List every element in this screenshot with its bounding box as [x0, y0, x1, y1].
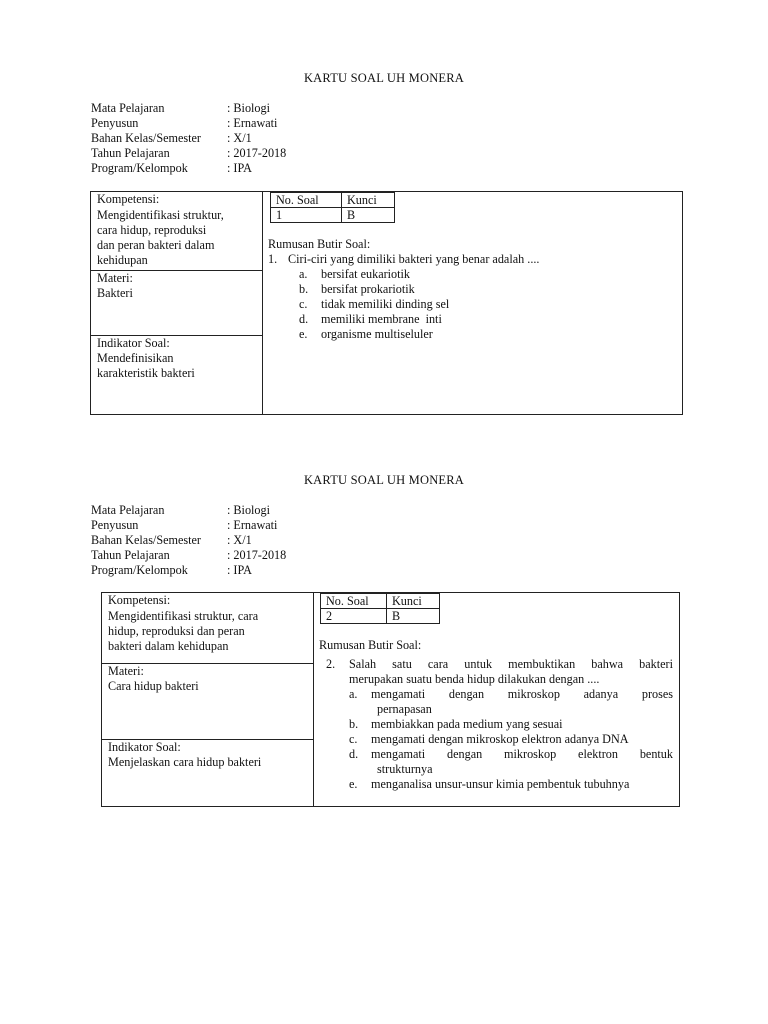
- kunci-value: B: [342, 208, 395, 223]
- no-soal-value: 2: [321, 609, 387, 624]
- option-letter: a.: [349, 687, 358, 701]
- meta-label: Program/Kelompok: [91, 161, 188, 175]
- indikator-label: Indikator Soal:: [108, 740, 181, 754]
- answer-key-table: [320, 593, 440, 624]
- meta-value: : Biologi: [227, 503, 271, 517]
- option-item: [299, 312, 648, 327]
- meta-value: : Ernawati: [227, 518, 278, 532]
- option-letter: b.: [349, 717, 359, 731]
- meta-row-year: [91, 548, 286, 563]
- question-block: [268, 252, 648, 342]
- kunci-value: B: [387, 609, 440, 624]
- meta-label: Program/Kelompok: [91, 563, 188, 577]
- meta-value: : Biologi: [227, 101, 271, 115]
- kunci-header: Kunci: [342, 193, 395, 208]
- materi-label: Materi:: [97, 271, 133, 285]
- kompetensi-line: Mengidentifikasi struktur, cara: [108, 609, 259, 623]
- kompetensi-section: [102, 593, 313, 663]
- kompetensi-label: Kompetensi:: [108, 593, 171, 607]
- materi-value: Bakteri: [97, 286, 133, 300]
- option-letter: a.: [299, 267, 308, 281]
- card-left-column: [91, 192, 263, 414]
- card-left-column: [102, 593, 314, 806]
- materi-label: Materi:: [108, 664, 144, 678]
- option-item: [349, 747, 673, 762]
- kompetensi-label: Kompetensi:: [97, 192, 160, 206]
- kompetensi-line: Mengidentifikasi struktur,: [97, 208, 224, 222]
- option-text-continuation: pernapasan: [377, 702, 432, 716]
- option-letter: b.: [299, 282, 309, 296]
- card-title: KARTU SOAL UH MONERA: [303, 473, 465, 487]
- rumusan-label: Rumusan Butir Soal:: [268, 237, 371, 251]
- meta-row-program: [91, 161, 286, 176]
- option-item: [299, 297, 648, 312]
- meta-row-author: [91, 518, 286, 533]
- meta-value: : IPA: [227, 161, 252, 175]
- option-letter: c.: [349, 732, 358, 746]
- kompetensi-line: dan peran bakteri dalam: [97, 238, 215, 252]
- question-stem: [326, 657, 673, 672]
- rumusan-label: Rumusan Butir Soal:: [319, 638, 422, 652]
- meta-row-program: [91, 563, 286, 578]
- option-letter: c.: [299, 297, 308, 311]
- question-text: Ciri-ciri yang dimiliki bakteri yang benar adalah ....: [288, 252, 540, 266]
- meta-value: : X/1: [227, 533, 252, 547]
- option-text: memiliki membrane inti: [321, 312, 442, 326]
- question-number: 2.: [326, 657, 336, 671]
- meta-value: : 2017-2018: [227, 548, 287, 562]
- meta-label: Tahun Pelajaran: [91, 548, 170, 562]
- card-meta: [91, 503, 286, 578]
- materi-value: Cara hidup bakteri: [108, 679, 199, 693]
- no-soal-value: 1: [271, 208, 342, 223]
- option-text: bersifat prokariotik: [321, 282, 415, 296]
- indikator-line: Mendefinisikan: [97, 351, 174, 365]
- question-text: Salah satu cara untuk membuktikan bahwa bakteri: [349, 657, 673, 671]
- meta-label: Bahan Kelas/Semester: [91, 131, 201, 145]
- options-list: [268, 267, 648, 342]
- indikator-section: [102, 739, 313, 806]
- option-text: mengamati dengan mikroskop elektron adanya DNA: [371, 732, 629, 746]
- meta-row-class: [91, 533, 286, 548]
- meta-value: : Ernawati: [227, 116, 278, 130]
- option-letter: e.: [299, 327, 308, 341]
- no-soal-header: No. Soal: [271, 193, 342, 208]
- meta-label: Mata Pelajaran: [91, 101, 165, 115]
- meta-label: Mata Pelajaran: [91, 503, 165, 517]
- meta-row-year: [91, 146, 286, 161]
- card-table: [90, 191, 683, 415]
- option-item: [299, 327, 648, 342]
- kompetensi-line: kehidupan: [97, 253, 148, 267]
- option-item: [349, 732, 673, 747]
- indikator-label: Indikator Soal:: [97, 336, 170, 350]
- option-text: membiakkan pada medium yang sesuai: [371, 717, 563, 731]
- option-text: mengamati dengan mikroskop elektron bentuk: [371, 747, 673, 761]
- question-text-continuation: merupakan suatu benda hidup dilakukan dengan ....: [349, 672, 600, 686]
- option-text: organisme multiseluler: [321, 327, 433, 341]
- option-item: [349, 717, 673, 732]
- kunci-header: Kunci: [387, 594, 440, 609]
- meta-row-class: [91, 131, 286, 146]
- option-text: tidak memiliki dinding sel: [321, 297, 450, 311]
- kompetensi-line: hidup, reproduksi dan peran: [108, 624, 245, 638]
- meta-label: Penyusun: [91, 116, 139, 130]
- meta-label: Tahun Pelajaran: [91, 146, 170, 160]
- meta-value: : X/1: [227, 131, 252, 145]
- option-text: menganalisa unsur-unsur kimia pembentuk tubuhnya: [371, 777, 630, 791]
- kompetensi-section: [91, 192, 262, 270]
- options-list: [326, 687, 673, 792]
- question-block: [326, 657, 673, 792]
- meta-value: : 2017-2018: [227, 146, 287, 160]
- question-stem: [268, 252, 648, 267]
- meta-row-subject: [91, 101, 286, 116]
- card-title: KARTU SOAL UH MONERA: [303, 71, 465, 85]
- option-text: mengamati dengan mikroskop adanya proses: [371, 687, 673, 701]
- option-text-continuation: strukturnya: [377, 762, 433, 776]
- option-letter: d.: [349, 747, 359, 761]
- indikator-section: [91, 335, 262, 414]
- materi-section: [102, 663, 313, 739]
- meta-row-author: [91, 116, 286, 131]
- kompetensi-line: bakteri dalam kehidupan: [108, 639, 229, 653]
- no-soal-header: No. Soal: [321, 594, 387, 609]
- question-number: 1.: [268, 252, 278, 266]
- meta-label: Bahan Kelas/Semester: [91, 533, 201, 547]
- option-text: bersifat eukariotik: [321, 267, 411, 281]
- answer-key-table: [270, 192, 395, 223]
- meta-label: Penyusun: [91, 518, 139, 532]
- option-letter: d.: [299, 312, 309, 326]
- indikator-line: karakteristik bakteri: [97, 366, 195, 380]
- materi-section: [91, 270, 262, 335]
- option-item: [349, 687, 673, 702]
- meta-row-subject: [91, 503, 286, 518]
- indikator-line: Menjelaskan cara hidup bakteri: [108, 755, 262, 769]
- kompetensi-line: cara hidup, reproduksi: [97, 223, 207, 237]
- option-item: [349, 777, 673, 792]
- option-item: [299, 267, 648, 282]
- option-item: [299, 282, 648, 297]
- card-meta: [91, 101, 286, 176]
- card-table: [101, 592, 680, 807]
- meta-value: : IPA: [227, 563, 252, 577]
- option-letter: e.: [349, 777, 358, 791]
